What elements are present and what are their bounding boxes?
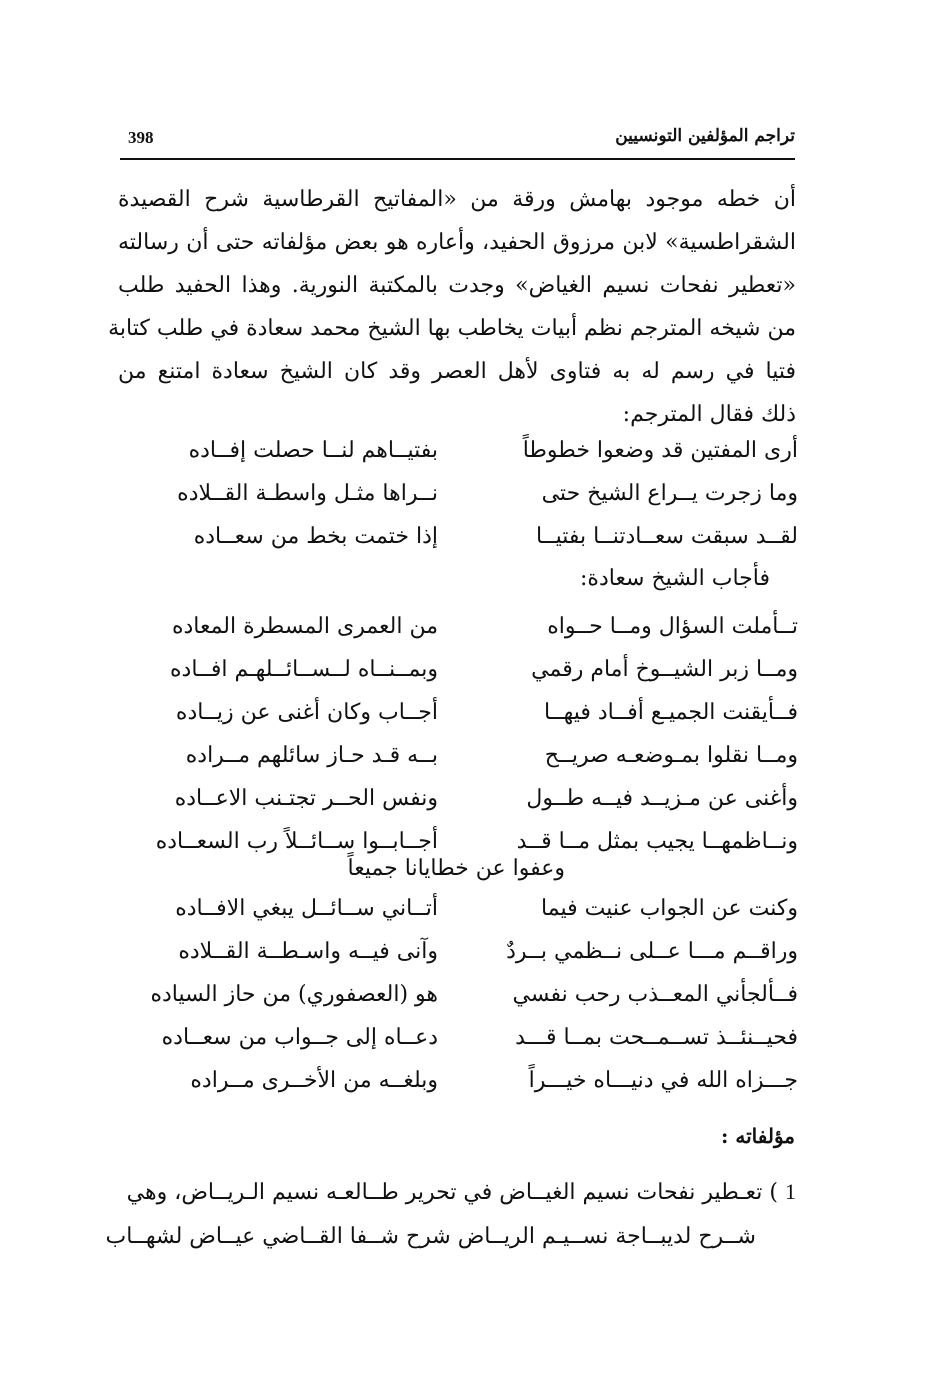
verse-row <box>130 700 798 743</box>
works-item-line <box>120 1170 796 1215</box>
reply-intro: فأجاب الشيخ سعادة: <box>580 566 770 591</box>
verse-first-hemistich: فــأيقنت الجميـع أفــاد فيهــا <box>543 700 798 725</box>
verse-second-hemistich: أتــاني ســائــل يبغي الافــاده <box>175 896 438 921</box>
verse-first-hemistich: وأغنى عن مـزيــد فيــه طــول <box>526 786 798 811</box>
works-item-line: شــرح لديبــاجة نســيـم الريــاض شرح شــفا القــاضي عيــاض لشهــاب <box>105 1224 756 1249</box>
verse-first-hemistich: ومــا نقلوا بمـوضعـه صريــح <box>544 743 798 768</box>
page-number: 398 <box>128 128 154 147</box>
paragraph-line: أن خطه موجود بهامش ورقة من «المفاتيح القرطاسية شرح القصيدة <box>118 187 796 212</box>
verse-first-hemistich: وكنت عن الجواب عنيت فيما <box>541 896 798 921</box>
verse-row <box>130 614 798 657</box>
paragraph-line: ذلك فقال المترجم: <box>622 402 796 427</box>
intro-paragraph <box>108 178 796 436</box>
verse-second-hemistich: ونفس الحــر تجتـنب الاعــاده <box>174 786 438 811</box>
verse-second-hemistich: بــه قـد حـاز سائلهم مــراده <box>185 743 438 768</box>
running-header <box>120 118 795 160</box>
works-item-text: ) تعـطير نفحات نسيم الغيــاض في تحرير طــالعـه نسيم الـريــاض، وهي <box>126 1180 778 1205</box>
verse-first-hemistich: ومــا زبر الشيــوخ أمام رقمي <box>531 657 798 682</box>
verse-second-hemistich: دعــاه إلى جــواب من سعــاده <box>161 1025 438 1050</box>
poem-reply <box>130 614 798 872</box>
verse-first-hemistich: فحيــنئــذ تســمــحت بمــا قـــد <box>515 1025 798 1050</box>
verse-row <box>130 939 798 982</box>
interlude-line: وعفوا عن خطايانا جميعاً <box>347 856 565 881</box>
paragraph-line: من شيخه المترجم نظم أبيات يخاطب بها الشيخ محمد سعادة في طلب كتابة <box>108 316 796 341</box>
paragraph-line: «تعطير نفحات نسيم الغياض» وجدت بالمكتبة النورية. وهذا الحفيد طلب <box>118 273 796 298</box>
verse-first-hemistich: فــألجأني المعــذب رحب نفسي <box>512 982 798 1007</box>
verse-second-hemistich: بفتيــاهم لنــا حصلت إفــاده <box>188 438 438 463</box>
verse-second-hemistich: وبلغــه من الأخــرى مــراده <box>190 1068 438 1093</box>
paragraph-line: الشقراطسية» لابن مرزوق الحفيد، وأعاره هو بعض مؤلفاته حتى أن رسالته <box>118 230 796 255</box>
verse-first-hemistich: جـــزاه الله في دنيـــاه خيـــراً <box>528 1068 798 1093</box>
verse-second-hemistich: هو (العصفوري) من حاز السياده <box>150 982 438 1007</box>
verse-row <box>130 657 798 700</box>
verse-second-hemistich: من العمرى المسطرة المعاده <box>171 614 438 639</box>
poem-continuation <box>130 896 798 1111</box>
verse-row <box>130 481 798 524</box>
verse-row <box>130 743 798 786</box>
works-item-number: 1 <box>785 1179 796 1204</box>
paragraph-line: فتيا في رسم له به فتاوى لأهل العصر وقد كان الشيخ سعادة امتنع من <box>118 359 796 384</box>
verse-row <box>130 1025 798 1068</box>
verse-first-hemistich: ونــاظمهــا يجيب بمثل مــا قــد <box>516 829 798 854</box>
verse-second-hemistich: إذا ختمت بخط من سعــاده <box>193 524 438 549</box>
verse-second-hemistich: وبمــنــاه لــســائــلهـم افــاده <box>170 657 438 682</box>
verse-row <box>130 896 798 939</box>
verse-first-hemistich: وما زجرت يــراع الشيخ حتى <box>541 481 798 506</box>
verse-row <box>130 524 798 567</box>
verse-row <box>130 982 798 1025</box>
verse-first-hemistich: أرى المفتين قد وضعوا خطوطاً <box>522 438 798 463</box>
verse-second-hemistich: نــراها مثـل واسطـة القــلاده <box>177 481 438 506</box>
verse-row <box>130 786 798 829</box>
verse-second-hemistich: أجــاب وكان أغنى عن زيــاده <box>175 700 438 725</box>
verse-row <box>130 438 798 481</box>
verse-first-hemistich: وراقــم مـــا عــلى نــظمي بــردٌ <box>506 939 798 964</box>
verse-second-hemistich: أجــابــوا ســائــلاً رب السعــاده <box>155 829 438 854</box>
works-item <box>105 1170 796 1259</box>
verse-second-hemistich: وآنى فيــه واسـطــة القــلاده <box>178 939 438 964</box>
verse-row <box>130 1068 798 1111</box>
works-heading: مؤلفاته : <box>721 1124 795 1148</box>
running-title: تراجم المؤلفين التونسيين <box>615 126 795 146</box>
verse-first-hemistich: لقــد سبقت سعــادتنــا بفتيــا <box>536 524 798 549</box>
poem-question <box>130 438 798 567</box>
verse-first-hemistich: تــأملت السؤال ومــا حــواه <box>547 614 798 639</box>
